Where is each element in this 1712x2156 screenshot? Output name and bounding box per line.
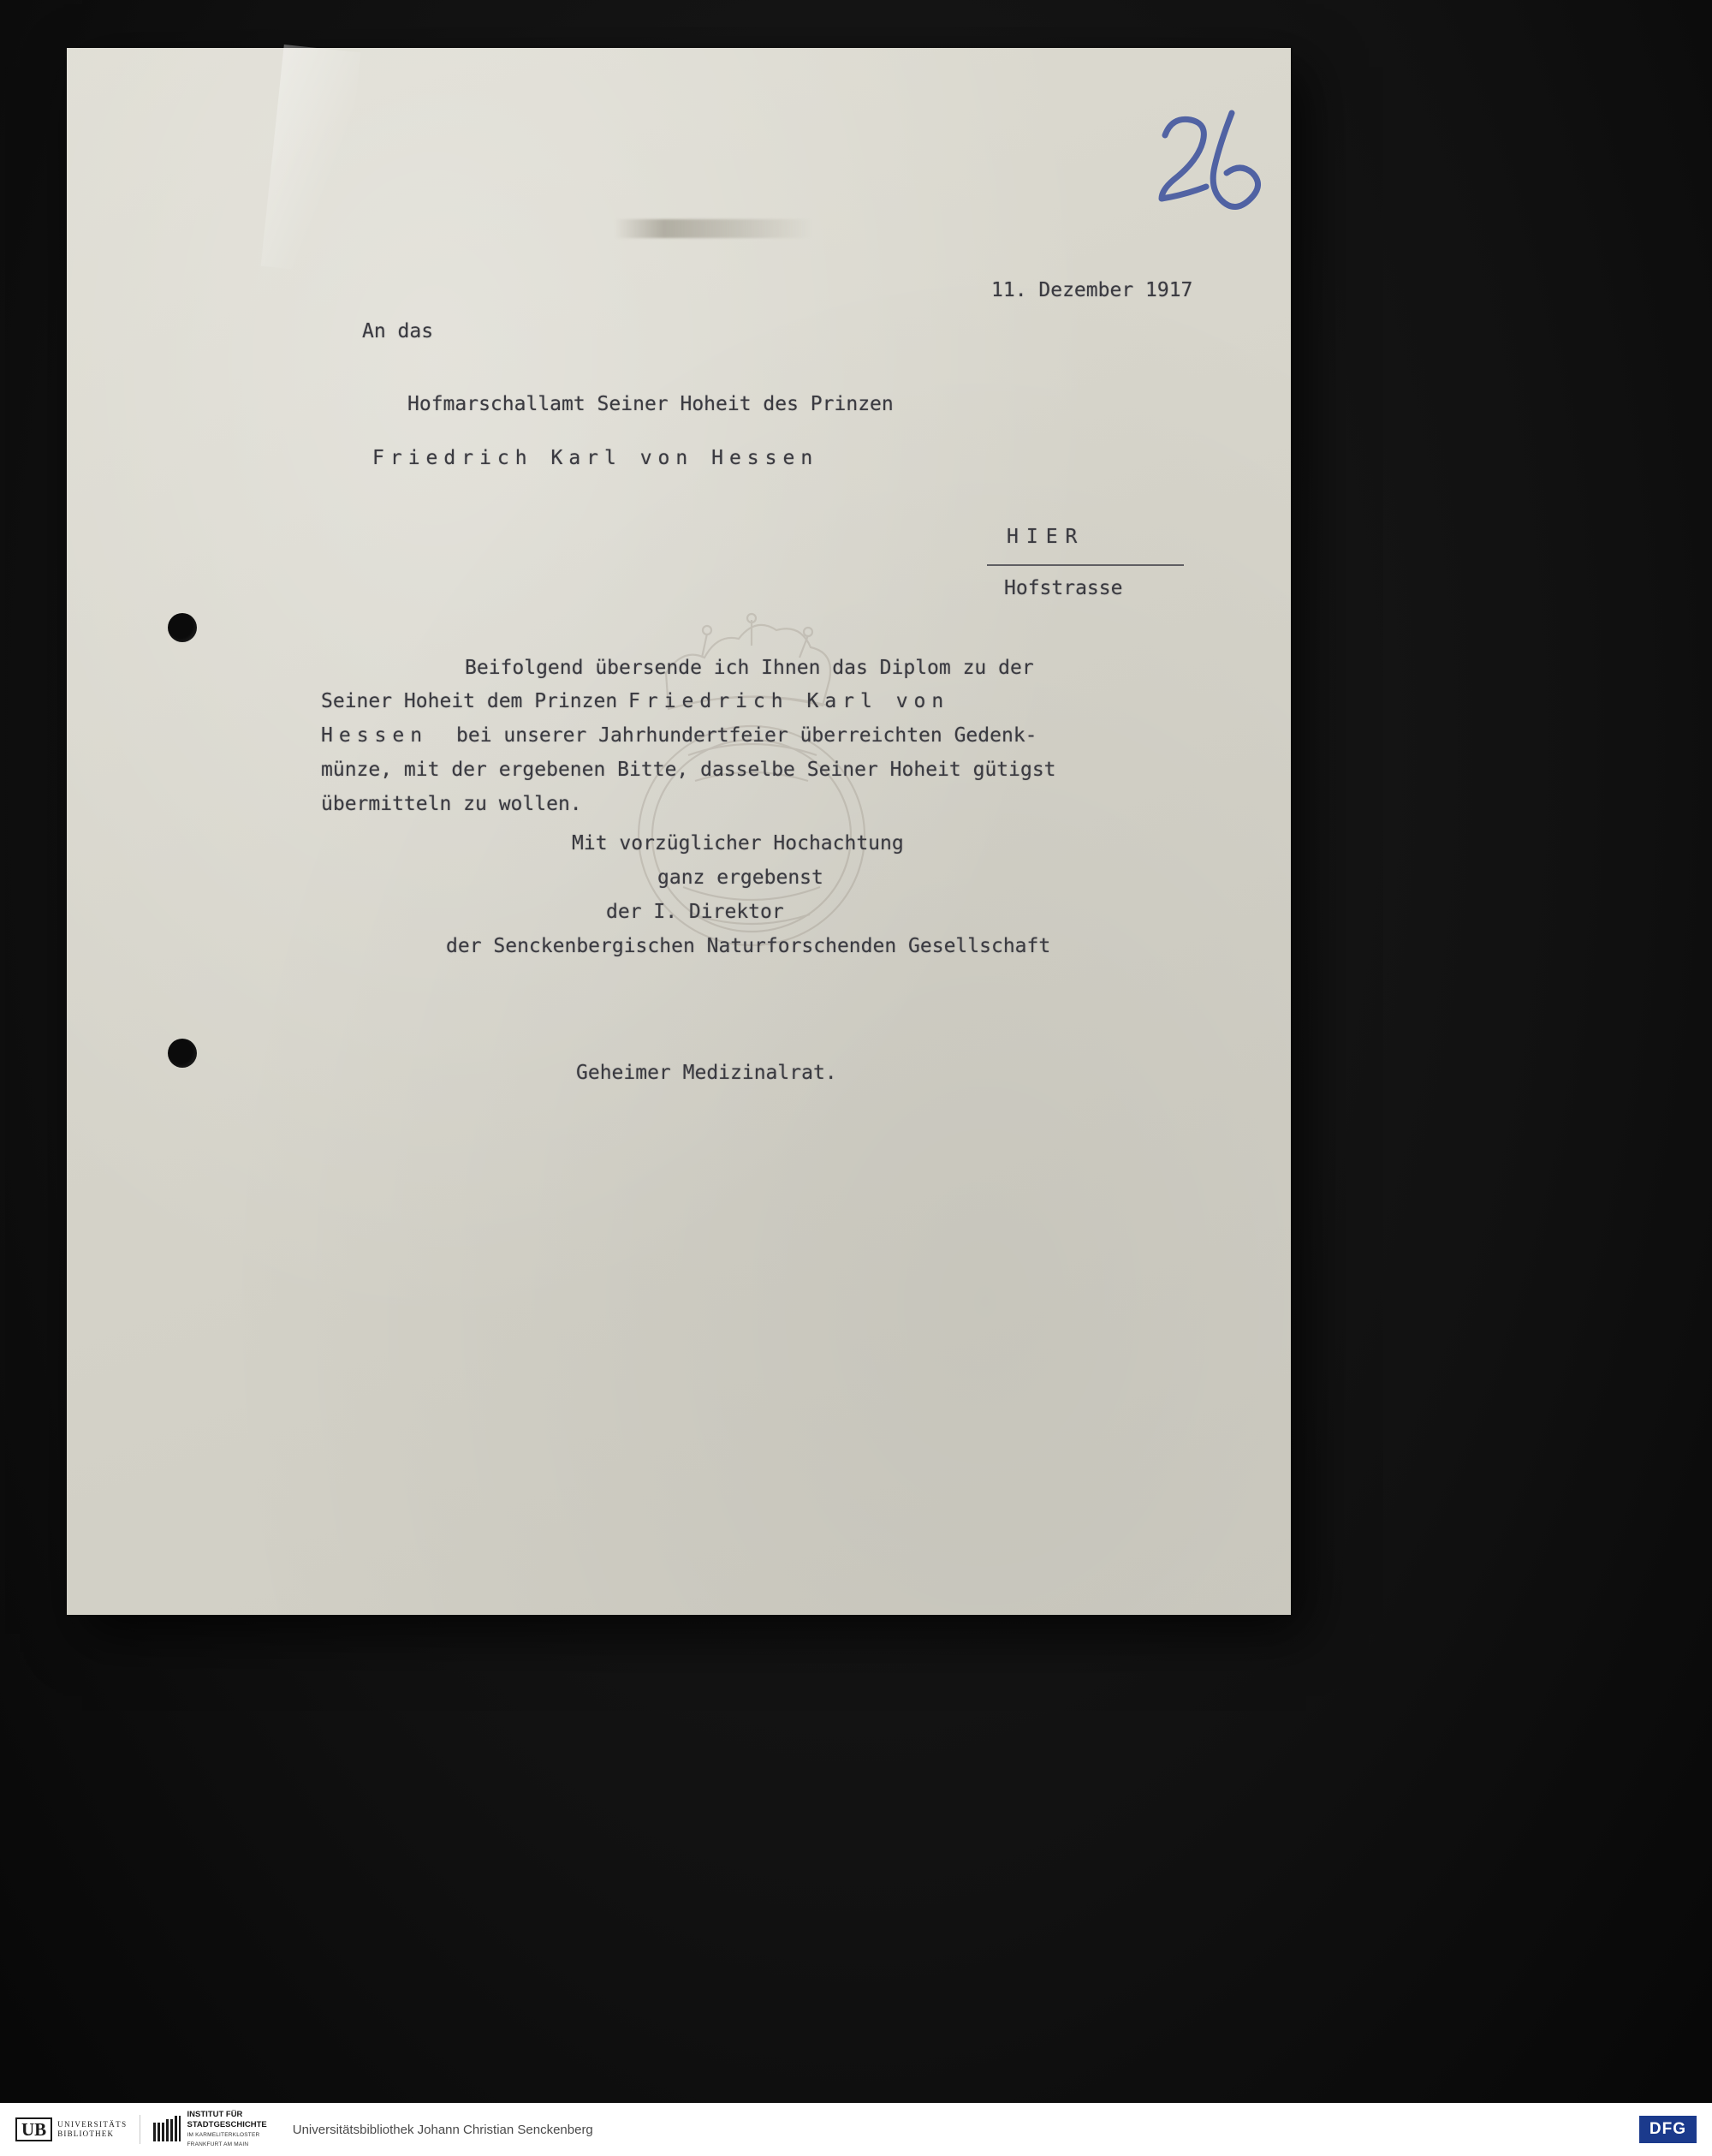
isg-logo-text <box>187 2110 267 2149</box>
date-line: 11. Dezember 1917 <box>991 279 1193 301</box>
viewer-footer-bar <box>0 2103 1712 2156</box>
isg-line-2: STADTGESCHICHTE <box>187 2119 267 2129</box>
closing-line-3: der I. Direktor <box>606 901 784 923</box>
punch-hole-top <box>168 613 197 642</box>
closing-line-2: ganz ergebenst <box>657 867 823 889</box>
body-line-5: übermitteln zu wollen. <box>321 793 582 815</box>
salutation-line: An das <box>362 320 434 342</box>
street-line: Hofstrasse <box>1004 577 1123 599</box>
punch-hole-bottom <box>168 1039 197 1068</box>
isg-logo[interactable] <box>152 2110 267 2149</box>
closing-line-4: der Senckenbergischen Naturforschenden Gesellschaft <box>446 935 1051 957</box>
ub-logo-line-1: UNIVERSITÄTS <box>57 2119 128 2129</box>
isg-sub-1: IM KARMELITERKLOSTER <box>187 2132 260 2138</box>
isg-line-1: INSTITUT FÜR <box>187 2110 243 2120</box>
ub-logo-mark: UB <box>15 2117 52 2141</box>
closing-line-1: Mit vorzüglicher Hochachtung <box>572 832 904 855</box>
typed-text-layer <box>67 48 1291 1615</box>
embossed-seal-watermark <box>606 579 897 981</box>
ub-logo[interactable] <box>15 2117 128 2141</box>
body-line-3: bei unserer Jahrhundertfeier überreichten Gedenk- <box>456 724 1037 747</box>
signature-title: Geheimer Medizinalrat. <box>576 1062 837 1084</box>
ub-logo-text <box>57 2120 127 2140</box>
body-line-2-emphasis: Friedrich Karl von <box>628 690 950 712</box>
document-page <box>67 48 1291 1615</box>
ub-logo-line-2: BIBLIOTHEK <box>57 2129 115 2138</box>
body-line-1: Beifolgend übersende ich Ihnen das Diplom zu der <box>465 657 1034 679</box>
body-line-4: münze, mit der ergebenen Bitte, dasselbe Seiner Hoheit gütigst <box>321 759 1056 781</box>
place-line: HIER <box>1007 526 1085 548</box>
isg-building-icon <box>152 2116 181 2143</box>
body-line-3-emphasis: Hessen <box>321 724 429 747</box>
paper-smudge <box>615 219 811 238</box>
addressee-line-1: Hofmarschallamt Seiner Hoheit des Prinzen <box>407 393 894 415</box>
paper-fold-crease <box>261 45 361 274</box>
dfg-logo[interactable]: DFG <box>1639 2116 1697 2143</box>
place-underline <box>987 564 1184 566</box>
addressee-line-2: Friedrich Karl von Hessen <box>372 447 819 469</box>
isg-sub-2: FRANKFURT AM MAIN <box>187 2141 249 2148</box>
folio-number-annotation <box>1150 108 1278 219</box>
body-line-2: Seiner Hoheit dem Prinzen <box>321 690 630 712</box>
footer-credit-text: Universitätsbibliothek Johann Christian Senckenberg <box>292 2122 593 2137</box>
